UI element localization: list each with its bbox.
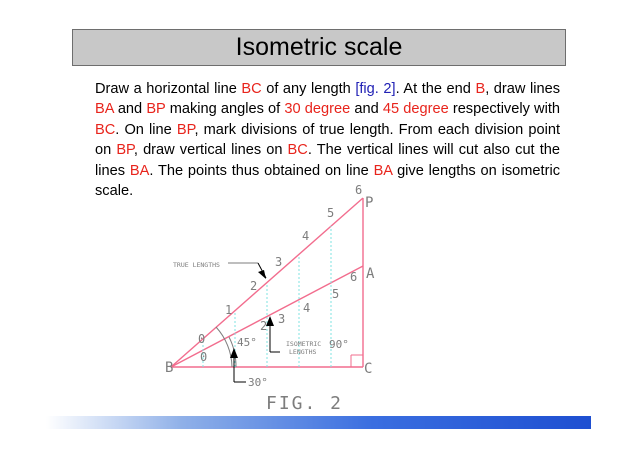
paragraph-segment: BP: [176, 121, 195, 138]
arrowhead: [230, 348, 238, 358]
paragraph-segment: . On line: [115, 121, 177, 138]
true-division-3: 3: [275, 255, 283, 269]
true-division-1: 1: [225, 303, 233, 317]
angle-30-label: 30°: [248, 376, 268, 389]
paragraph-segment: BC: [95, 121, 116, 138]
paragraph-segment: of any length: [261, 81, 356, 97]
angle-45-label: 45°: [237, 336, 257, 349]
paragraph-segment: 30 degree: [284, 101, 351, 118]
angle-90-label: 90°: [329, 338, 349, 351]
paragraph-segment: BC: [241, 81, 262, 97]
arrowhead: [258, 270, 266, 279]
paragraph-segment: [fig. 2]: [355, 81, 396, 97]
paragraph-segment: , draw vertical lines on: [133, 142, 288, 159]
true-division-6: 6: [355, 183, 363, 197]
label-point-a: A: [366, 266, 375, 282]
paragraph-segment: . The vertical lines will cut also cut the lines: [95, 142, 560, 179]
true-lengths-label: TRUE LENGTHS: [173, 261, 220, 269]
isometric-lengths-label-line2: LENGTHS: [289, 348, 317, 356]
label-point-b: B: [165, 360, 174, 376]
paragraph-segment: BA: [129, 162, 150, 179]
footer-gradient-bar: [46, 416, 591, 429]
true-division-2: 2: [250, 279, 258, 293]
paragraph-segment: making angles of: [165, 101, 285, 118]
iso-division-2: 2: [260, 319, 268, 333]
paragraph-segment: give lengths on isometric scale.: [95, 162, 561, 200]
paragraph-segment: Draw a horizontal line: [95, 81, 242, 97]
iso-division-5: 5: [332, 287, 340, 301]
paragraph-segment: BA: [373, 162, 393, 179]
paragraph-segment: 45 degree: [382, 101, 449, 118]
paragraph-segment: BA: [95, 101, 114, 118]
paragraph-segment: and: [113, 101, 147, 118]
paragraph-segment: , draw lines: [485, 81, 561, 97]
iso-division-3: 3: [278, 312, 286, 326]
paragraph-segment: BC: [287, 142, 308, 159]
paragraph-segment: BP: [146, 101, 166, 118]
paragraph-segment: B: [475, 81, 486, 97]
iso-division-6: 6: [350, 270, 358, 284]
paragraph-segment: . At the end: [395, 81, 476, 97]
true-division-4: 4: [302, 229, 310, 243]
angle-45-arc: [216, 327, 232, 367]
paragraph-segment: . The points thus obtained on line: [149, 162, 374, 179]
isometric-lengths-label-line1: ISOMETRIC: [286, 340, 322, 348]
paragraph-segment: BP: [116, 142, 134, 159]
true-division-0: 0: [198, 332, 206, 346]
figure-caption: FIG. 2: [266, 393, 344, 414]
true-division-5: 5: [327, 206, 335, 220]
slide-title: Isometric scale: [235, 33, 403, 61]
paragraph-segment: , mark divisions of true length. From each division point on: [95, 121, 560, 159]
paragraph-segment: and: [350, 101, 383, 118]
iso-division-4: 4: [303, 301, 311, 315]
label-point-p: P: [365, 195, 374, 211]
label-point-c: C: [364, 361, 373, 377]
iso-division-0: 0: [200, 350, 208, 364]
paragraph-segment: respectively with: [448, 101, 560, 118]
